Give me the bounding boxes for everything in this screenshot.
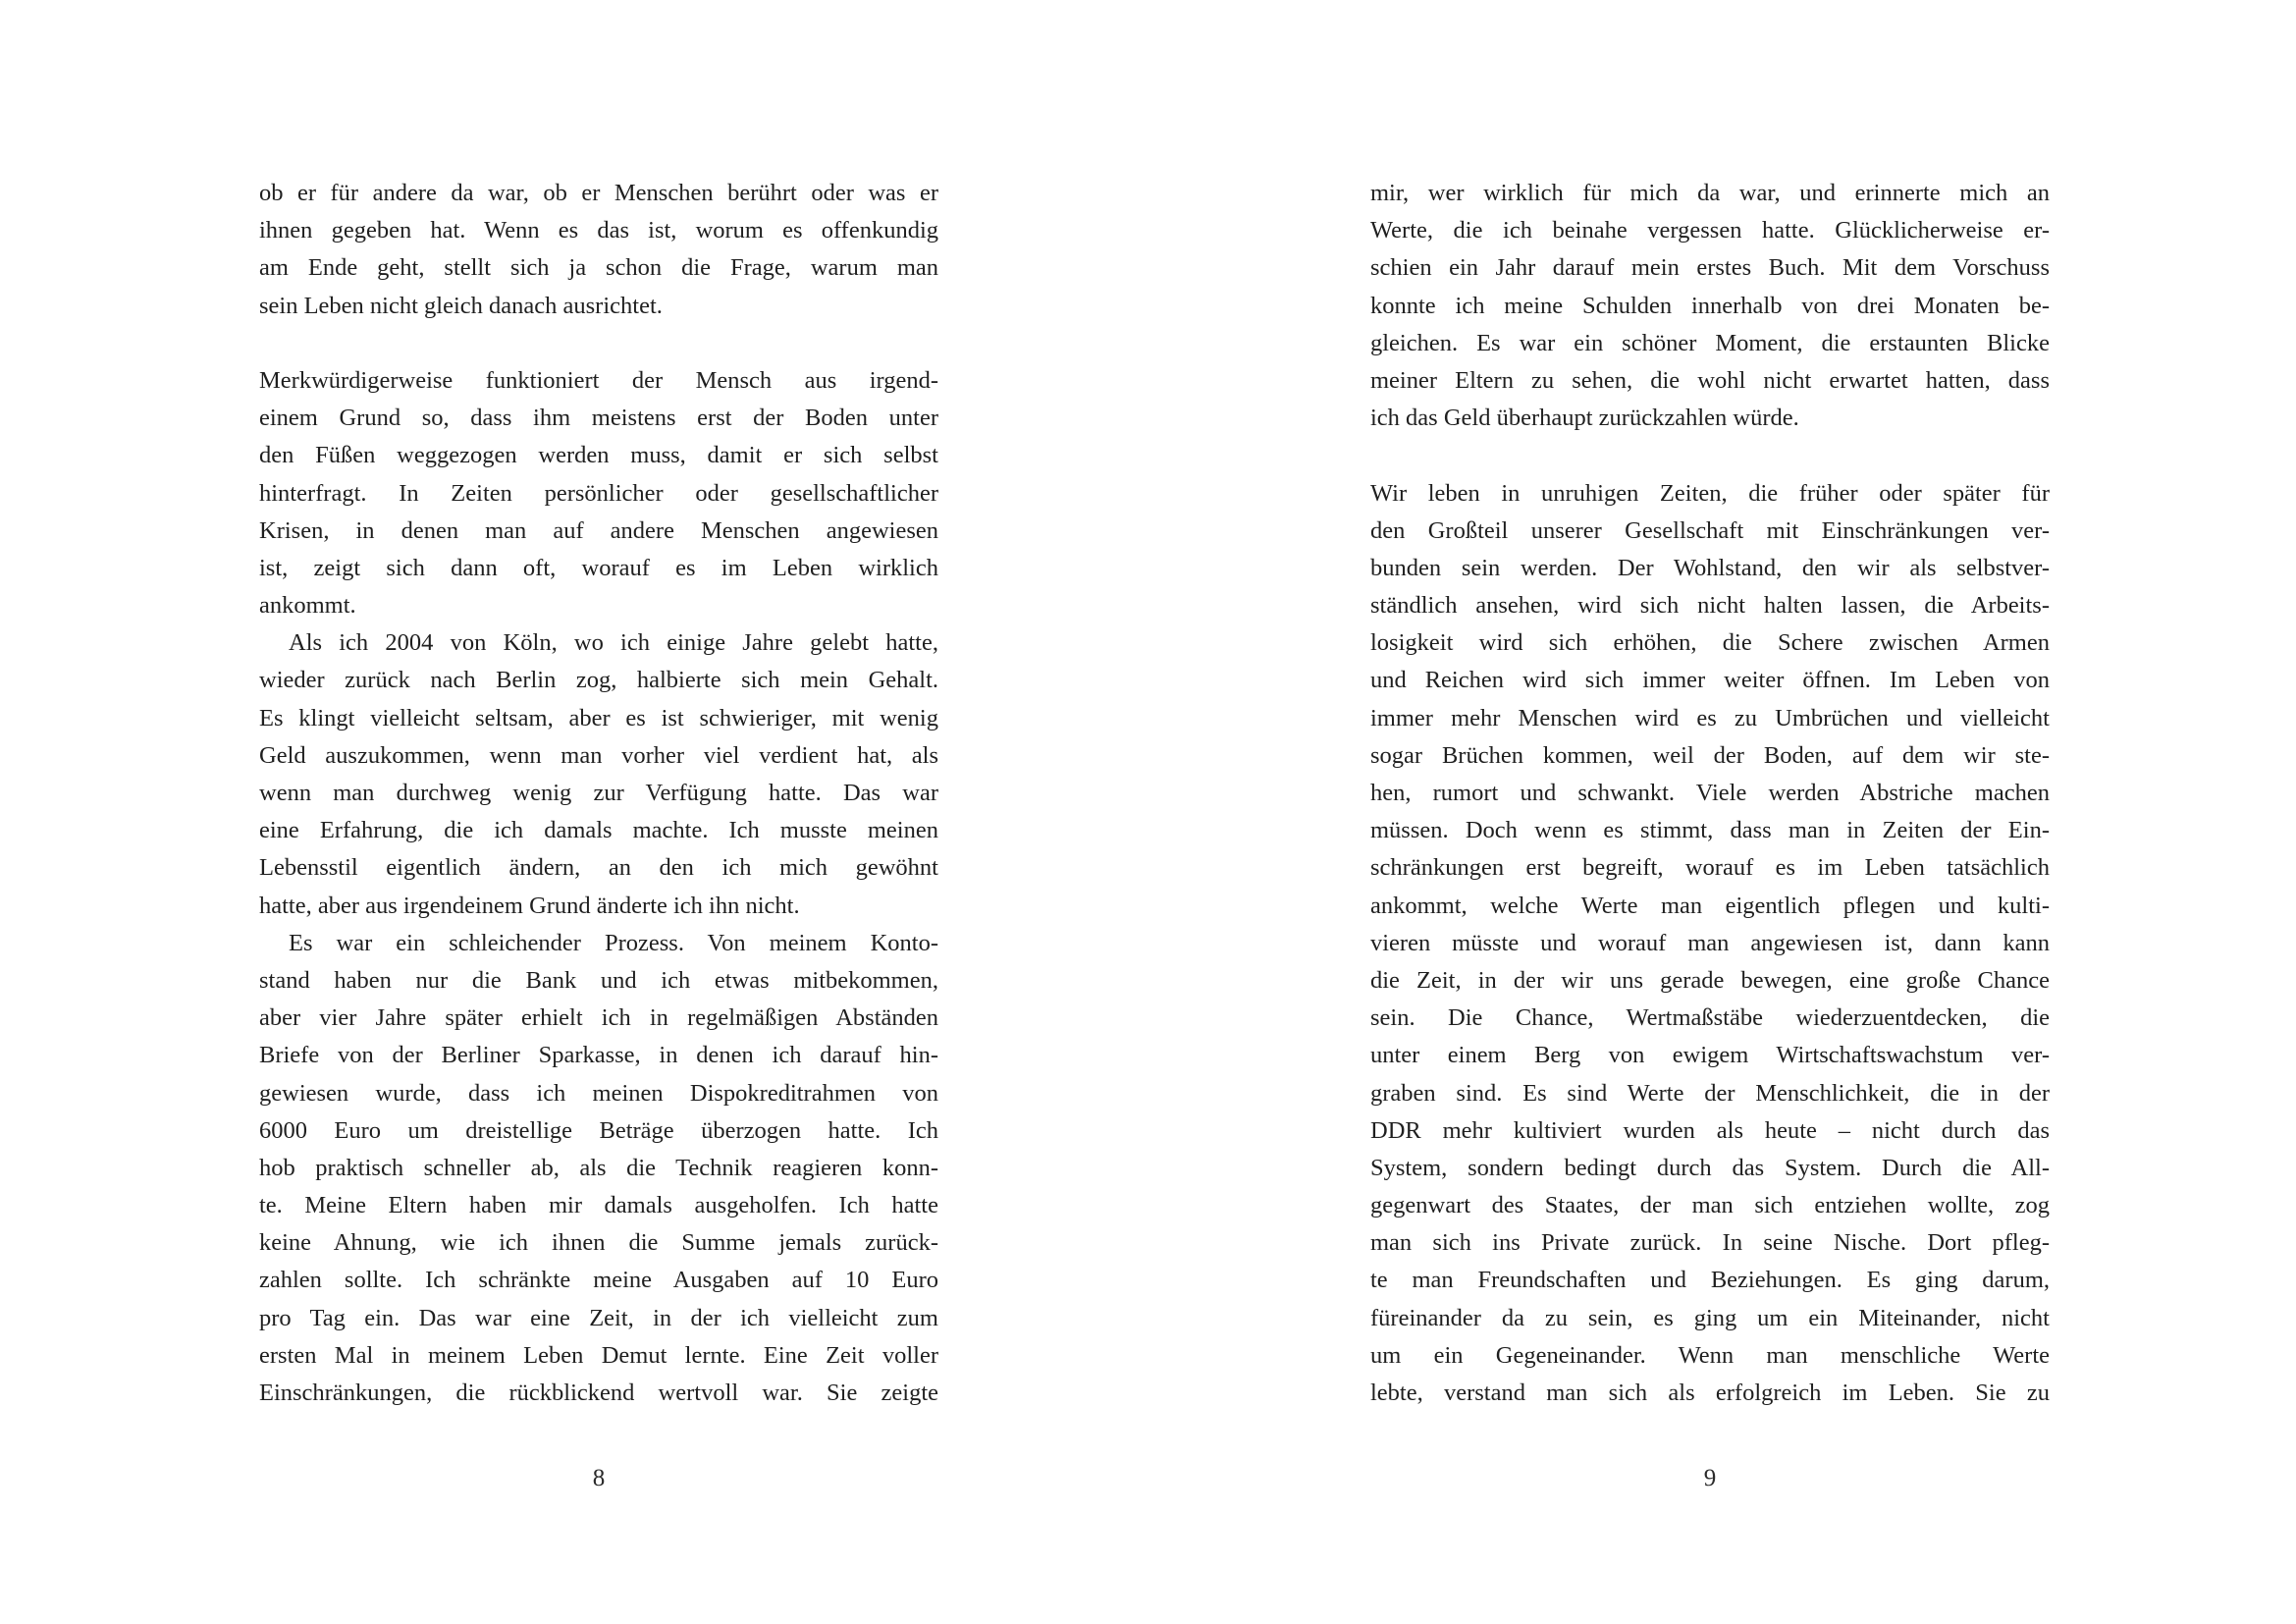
text-line: gleichen. Es war ein schöner Moment, die erstaunten Blicke (1370, 329, 2050, 356)
page-number-right: 9 (1703, 1465, 1717, 1491)
text-line: Geld auszukommen, wenn man vorher viel verdient hat, als (259, 741, 938, 769)
text-line: den Füßen weggezogen werden muss, damit er sich selbst (259, 442, 938, 469)
text-line: hen, rumort und schwankt. Viele werden Abstriche machen (1370, 780, 2050, 806)
text-line: System, sondern bedingt durch das System. Durch die All- (1370, 1154, 2050, 1181)
text-line: ob er für andere da war, ob er Menschen berührt oder was er (259, 180, 938, 206)
text-line: ihnen gegeben hat. Wenn es das ist, worum es offenkundig (259, 217, 938, 244)
text-line: ständlich ansehen, wird sich nicht halten lassen, die Arbeits- (1370, 592, 2050, 620)
text-line: immer mehr Menschen wird es zu Umbrüchen und vielleicht (1370, 704, 2050, 731)
text-line: Wir leben in unruhigen Zeiten, die früher oder später für (1370, 479, 2050, 507)
text-line: pro Tag ein. Das war eine Zeit, in der ich vielleicht zum (259, 1304, 938, 1331)
text-line: ist, zeigt sich dann oft, worauf es im Leben wirklich (259, 554, 938, 581)
page-right-textblock (1370, 175, 2050, 1412)
text-line: aber vier Jahre später erhielt ich in regelmäßigen Abständen (259, 1004, 938, 1032)
text-line: meiner Eltern zu sehen, die wohl nicht erwartet hatten, dass (1370, 366, 2050, 394)
text-line: sein. Die Chance, Wertmaßstäbe wiederzuentdecken, die (1370, 1004, 2050, 1032)
text-line: hob praktisch schneller ab, als die Technik reagieren konn- (259, 1154, 938, 1181)
text-line: schränkungen erst begreift, worauf es im Leben tatsächlich (1370, 854, 2050, 882)
text-line: ankommt. (259, 592, 356, 620)
text-line: den Großteil unserer Gesellschaft mit Einschränkungen ver- (1370, 516, 2050, 544)
text-line: schien ein Jahr darauf mein erstes Buch. Mit dem Vorschuss (1370, 254, 2050, 282)
text-line: Einschränkungen, die rückblickend wertvoll war. Sie zeigte (259, 1380, 938, 1406)
text-line: konnte ich meine Schulden innerhalb von drei Monaten be- (1370, 292, 2050, 319)
text-line: stand haben nur die Bank und ich etwas mitbekommen, (259, 966, 938, 994)
text-line: wenn man durchweg wenig zur Verfügung hatte. Das war (259, 780, 938, 806)
text-line: eine Erfahrung, die ich damals machte. Ich musste meinen (259, 817, 938, 844)
text-line: zahlen sollte. Ich schränkte meine Ausgaben auf 10 Euro (259, 1267, 938, 1294)
text-line: wieder zurück nach Berlin zog, halbierte sich mein Gehalt. (259, 667, 938, 694)
text-line: um ein Gegeneinander. Wenn man menschliche Werte (1370, 1341, 2050, 1369)
text-line: keine Ahnung, wie ich ihnen die Summe jemals zurück- (259, 1229, 938, 1257)
text-line: Krisen, in denen man auf andere Menschen angewiesen (259, 516, 938, 544)
text-line: sein Leben nicht gleich danach ausrichtet. (259, 292, 663, 319)
text-line: und Reichen wird sich immer weiter öffnen. Im Leben von (1370, 667, 2050, 694)
text-line: hatte, aber aus irgendeinem Grund änderte ich ihn nicht. (259, 892, 800, 919)
page-number-left: 8 (592, 1465, 606, 1491)
text-line: Als ich 2004 von Köln, wo ich einige Jahre gelebt hatte, (289, 629, 938, 657)
text-line: gewiesen wurde, dass ich meinen Dispokreditrahmen von (259, 1079, 938, 1107)
text-line: ich das Geld überhaupt zurückzahlen würde. (1370, 405, 1799, 432)
paragraph-gap (1370, 437, 2050, 474)
text-line: Werte, die ich beinahe vergessen hatte. Glücklicherweise er- (1370, 217, 2050, 244)
text-line: Es klingt vielleicht seltsam, aber es ist schwieriger, mit wenig (259, 704, 938, 731)
text-line: 6000 Euro um dreistellige Beträge überzogen hatte. Ich (259, 1116, 938, 1144)
text-line: losigkeit wird sich erhöhen, die Schere zwischen Armen (1370, 629, 2050, 657)
text-line: te man Freundschaften und Beziehungen. Es ging darum, (1370, 1267, 2050, 1294)
text-line: DDR mehr kultiviert wurden als heute – nicht durch das (1370, 1116, 2050, 1144)
text-line: die Zeit, in der wir uns gerade bewegen, eine große Chance (1370, 966, 2050, 994)
text-line: gegenwart des Staates, der man sich entziehen wollte, zog (1370, 1192, 2050, 1219)
text-line: einem Grund so, dass ihm meistens erst der Boden unter (259, 405, 938, 432)
text-line: müssen. Doch wenn es stimmt, dass man in Zeiten der Ein- (1370, 817, 2050, 844)
text-line: Es war ein schleichender Prozess. Von meinem Konto- (289, 929, 938, 956)
text-line: ankommt, welche Werte man eigentlich pflegen und kulti- (1370, 892, 2050, 919)
text-line: ersten Mal in meinem Leben Demut lernte. Eine Zeit voller (259, 1341, 938, 1369)
text-line: am Ende geht, stellt sich ja schon die Frage, warum man (259, 254, 938, 282)
paragraph-gap (259, 325, 938, 362)
page-left-textblock (259, 175, 938, 1412)
text-line: hinterfragt. In Zeiten persönlicher oder gesellschaftlicher (259, 479, 938, 507)
text-line: Briefe von der Berliner Sparkasse, in denen ich darauf hin- (259, 1042, 938, 1069)
text-line: lebte, verstand man sich als erfolgreich im Leben. Sie zu (1370, 1380, 2050, 1406)
text-line: unter einem Berg von ewigem Wirtschaftswachstum ver- (1370, 1042, 2050, 1069)
text-line: füreinander da zu sein, es ging um ein Miteinander, nicht (1370, 1304, 2050, 1331)
text-line: mir, wer wirklich für mich da war, und erinnerte mich an (1370, 180, 2050, 206)
text-line: vieren müsste und worauf man angewiesen ist, dann kann (1370, 929, 2050, 956)
text-line: Merkwürdigerweise funktioniert der Mensch aus irgend- (259, 366, 938, 394)
text-line: sogar Brüchen kommen, weil der Boden, auf dem wir ste- (1370, 741, 2050, 769)
text-line: man sich ins Private zurück. In seine Nische. Dort pfleg- (1370, 1229, 2050, 1257)
text-line: graben sind. Es sind Werte der Menschlichkeit, die in der (1370, 1079, 2050, 1107)
text-line: te. Meine Eltern haben mir damals ausgeholfen. Ich hatte (259, 1192, 938, 1219)
text-line: bunden sein werden. Der Wohlstand, den wir als selbstver- (1370, 554, 2050, 581)
text-line: Lebensstil eigentlich ändern, an den ich mich gewöhnt (259, 854, 938, 882)
